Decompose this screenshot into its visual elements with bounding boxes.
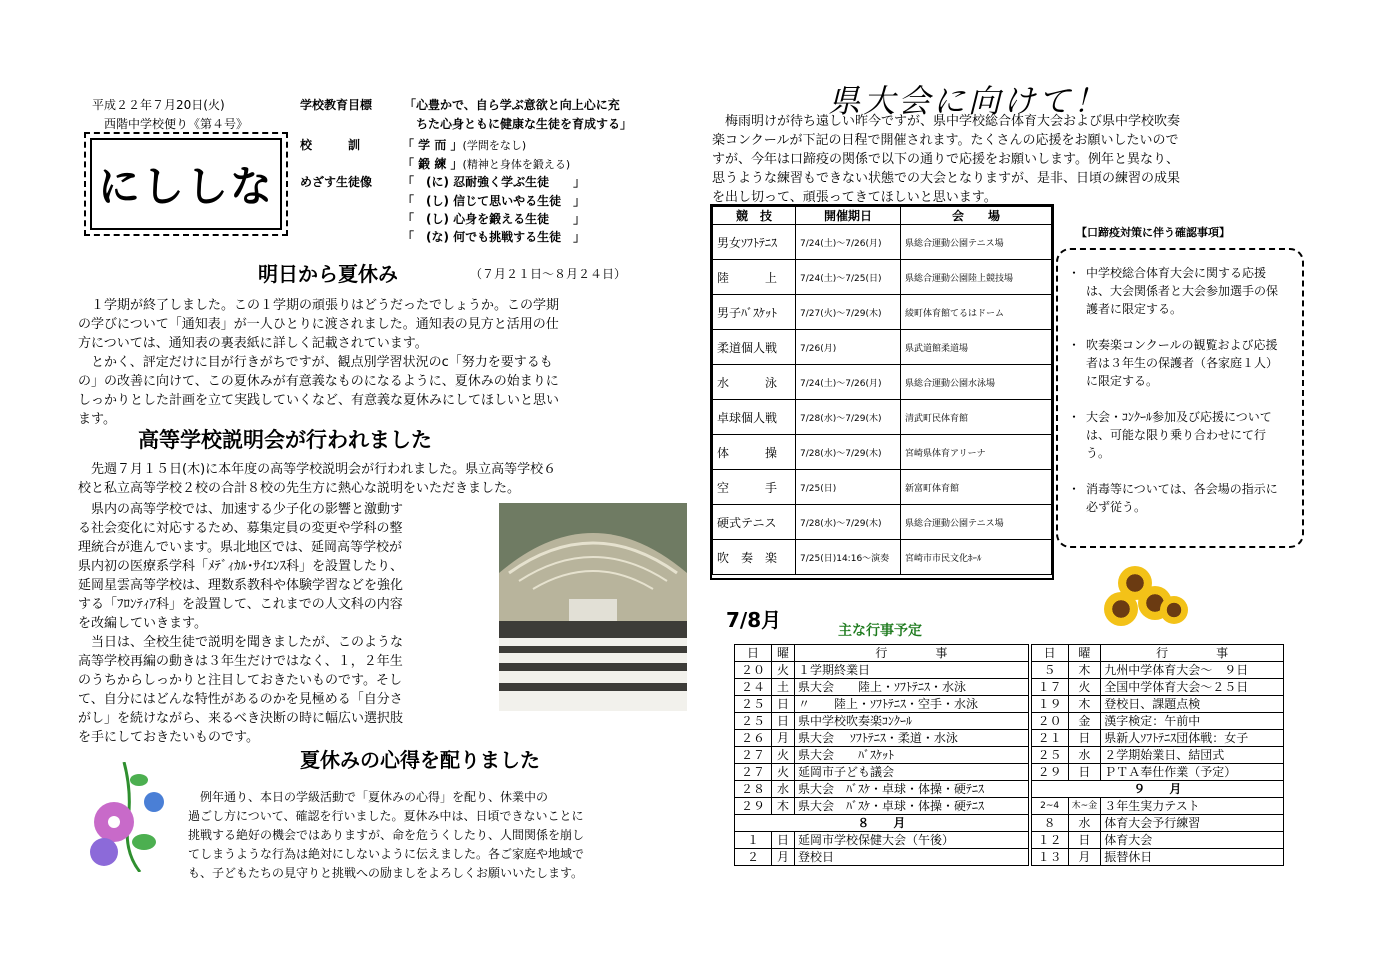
venue-cell: 清武町民体育館 (901, 400, 1052, 435)
dates-cell: 7/25(日) (796, 470, 901, 505)
newsletter-name: 西階中学校便り《第４号》 (104, 117, 249, 131)
motto-2: 「 鍛 練 」(精神と身体を鍛える) (402, 157, 571, 171)
event-cell: 県大会 陸上・ｿﾌﾄﾃﾆｽ・水泳 (795, 679, 1029, 696)
event-cell: 体 操 (713, 435, 796, 470)
venue-cell: 県総合運動公園水泳場 (901, 365, 1052, 400)
section1-title: 明日から夏休み (258, 262, 398, 286)
weekday-cell: 日 (1068, 832, 1101, 849)
event-cell: 九州中学体育大会～ ９日 (1101, 662, 1284, 679)
weekday-cell: 火 (1068, 679, 1101, 696)
weekday-cell: 木 (772, 798, 795, 815)
notice-item: ・ 消毒等については、各会場の指示に必ず従う。 (1068, 480, 1288, 516)
weekday-cell: 日 (772, 832, 795, 849)
day-cell: ２ (735, 849, 772, 866)
event-cell: ２学期始業日、結団式 (1101, 747, 1284, 764)
schedule-row (735, 781, 1284, 798)
event-cell: 陸 上 (713, 260, 796, 295)
weekday-cell: 火 (772, 662, 795, 679)
event-cell: 県大会 ﾊﾞｽｹ・卓球・体操・硬ﾃﾆｽ (795, 781, 1029, 798)
weekday-cell: 水 (772, 781, 795, 798)
event-cell: 男子ﾊﾞｽｹｯﾄ (713, 295, 796, 330)
sports-row (713, 295, 1052, 330)
venue-cell: 宮崎市市民文化ﾎｰﾙ (901, 540, 1052, 575)
dates-cell: 7/24(土)～7/26(月) (796, 225, 901, 260)
event-cell: 登校日 (795, 849, 1029, 866)
weekday-cell: 水 (1068, 815, 1101, 832)
issue-date: 平成２２年７月20日(火) (92, 98, 225, 112)
schedule-row (735, 798, 1284, 815)
schedule-row (735, 662, 1284, 679)
day-cell: ２７ (735, 764, 772, 781)
day-cell: １ (735, 832, 772, 849)
dates-cell: 7/28(水)～7/29(木) (796, 435, 901, 470)
month-label: ８ 月 (735, 815, 1029, 832)
goal-label: 学校教育目標 (300, 98, 373, 112)
sports-table-header (713, 207, 1052, 225)
day-cell: ５ (1031, 662, 1068, 679)
day-cell: ２４ (735, 679, 772, 696)
day-cell: ２５ (735, 696, 772, 713)
weekday-cell: 土 (772, 679, 795, 696)
venue-cell: 県武道館柔道場 (901, 330, 1052, 365)
section1-dates: （７月２１日～８月２４日） (470, 267, 627, 281)
header-event: 競 技 (713, 207, 796, 225)
schedule-row (735, 713, 1284, 730)
weekday-cell: 火 (772, 764, 795, 781)
venue-cell: 県総合運動公園テニス場 (901, 225, 1052, 260)
schedule-header-row (735, 645, 1284, 662)
section2-body: 県内の高等学校では、加速する少子化の影響と激動す る社会変化に対応するため、募集定員の変更や学科の整 理統合が進んでいます。県北地区では、延岡高等学校が 県内初の医療系学科「ﾒﾃﾞｨｶﾙ･ｻｲｴﾝｽ科」を設置したり、 延岡星雲高等学校は、理数系教科や体験学習などを強化 する「ﾌﾛﾝﾃｨｱ科」を設置して、これまでの人文科の内容 を改編していきます。 当日は、全校生徒で説明を聞きましたが、このような 高等学校再編の動きは３年生だけではなく、１，２年生 のうちからしっかりと注目しておきたいものです。そし て、自分にはどんな特性があるのかを見極める「自分さ がし」を続けながら、来るべき決断の時に幅広い選択肢 を手にしておきたいものです。 (78, 502, 404, 745)
notice-box (1056, 248, 1304, 548)
weekday-cell: 水 (1068, 747, 1101, 764)
schedule-row (735, 730, 1284, 747)
event-cell: ＰＴＡ奉仕作業（予定） (1101, 764, 1284, 781)
ideal-2: 「 (し) 信じて思いやる生徒 」 (402, 194, 586, 208)
day-cell: ２９ (1031, 764, 1068, 781)
day-cell: 2~4 (1031, 798, 1068, 815)
schedule-row (735, 849, 1284, 866)
sports-row (713, 330, 1052, 365)
dates-cell: 7/26(月) (796, 330, 901, 365)
day-cell: ８ (1031, 815, 1068, 832)
venue-cell: 宮崎県体育アリーナ (901, 435, 1052, 470)
venue-cell: 新富町体育館 (901, 470, 1052, 505)
title-box (84, 132, 288, 236)
weekday-cell: 木 (1068, 696, 1101, 713)
dates-cell: 7/25(日)14:16～演奏 (796, 540, 901, 575)
weekday-cell: 日 (1068, 730, 1101, 747)
day-cell: ２７ (735, 747, 772, 764)
schedule-heading: 主な行事予定 (838, 623, 922, 639)
day-cell: ２８ (735, 781, 772, 798)
sports-row (713, 365, 1052, 400)
event-cell: 体育大会 (1101, 832, 1284, 849)
event-cell: 延岡市学校保健大会（午後） (795, 832, 1029, 849)
schedule-row (735, 747, 1284, 764)
motto-1: 「 学 而 」(学問をなし) (402, 138, 527, 152)
weekday-cell: 木 (1068, 662, 1101, 679)
schedule-row (735, 832, 1284, 849)
event-cell: 漢字検定：午前中 (1101, 713, 1284, 730)
event-cell: 空 手 (713, 470, 796, 505)
venue-cell: 県総合運動公園テニス場 (901, 505, 1052, 540)
header-weekday: 曜 (772, 645, 795, 662)
morning-glory-illustration (84, 762, 174, 872)
event-cell: 県中学校吹奏楽ｺﾝｸｰﾙ (795, 713, 1029, 730)
goal-line-2: ちた心身ともに健康な生徒を育成する」 (416, 117, 633, 131)
event-cell: 硬式テニス (713, 505, 796, 540)
ideal-3: 「 (し) 心身を鍛える生徒 」 (402, 212, 586, 226)
sports-row (713, 435, 1052, 470)
weekday-cell: 月 (772, 730, 795, 747)
ideal-4: 「 (な) 何でも挑戦する生徒 」 (402, 230, 586, 244)
sports-row (713, 470, 1052, 505)
tournament-body: 梅雨明けが待ち遠しい昨今ですが、県中学校総合体育大会および県中学校吹奏 楽コンクールが下記の日程で開催されます。たくさんの応援をお願いしたいので すが、今年は口蹄疫の関係で以下の通りで応援をお願いします。例年と異なり、 思うような練習もできない状態での大会となりますが、是非、日頃の練習の成果 を出し切って、頑張ってきてほしいと思います。 (712, 114, 1181, 205)
sports-row (713, 505, 1052, 540)
day-cell: １９ (1031, 696, 1068, 713)
section1-body: １学期が終了しました。この１学期の頑張りはどうだったでしょうか。この学期 の学びについて「通知表」が一人ひとりに渡されました。通知表の見方と活用の仕 方については、通知表の裏表紙に詳しく記載されています。 とかく、評定だけに目が行きがちですが、観点別学習状況のc「努力を要するも の」の改善に向けて、この夏休みが有意義なものになるように、夏休みの始まりに しっかりとした計画を立て実践していくなど、有意義な夏休みにしてほしいと思い ます。 (78, 298, 560, 427)
sunflower-illustration (1104, 566, 1194, 626)
month-label: ９ 月 (1031, 781, 1283, 798)
event-cell: ３年生実力テスト (1101, 798, 1284, 815)
day-cell: ２０ (1031, 713, 1068, 730)
header-event: 行 事 (795, 645, 1029, 662)
header-dates: 開催期日 (796, 207, 901, 225)
header-weekday: 曜 (1068, 645, 1101, 662)
sports-row (713, 260, 1052, 295)
day-cell: ２０ (735, 662, 772, 679)
venue-cell: 綾町体育館てるはドーム (901, 295, 1052, 330)
event-cell: 県大会 ﾊﾞｽｹ・卓球・体操・硬ﾃﾆｽ (795, 798, 1029, 815)
event-cell: 県新人ｿﾌﾄﾃﾆｽ団体戦：女子 (1101, 730, 1284, 747)
header-day: 日 (1031, 645, 1068, 662)
day-cell: １２ (1031, 832, 1068, 849)
venue-cell: 県総合運動公園陸上競技場 (901, 260, 1052, 295)
day-cell: ２５ (1031, 747, 1068, 764)
schedule-row (735, 815, 1284, 832)
event-cell: 水 泳 (713, 365, 796, 400)
schedule-row (735, 764, 1284, 781)
ideal-1: 「 (に) 忍耐強く学ぶ生徒 」 (402, 175, 586, 189)
schedule-row (735, 679, 1284, 696)
event-cell: 振替休日 (1101, 849, 1284, 866)
notice-item: ・ 吹奏楽コンクールの観覧および応援者は３年生の保護者（各家庭１人）に限定する。 (1068, 336, 1288, 390)
event-cell: 登校日、課題点検 (1101, 696, 1284, 713)
schedule-month-heading: 7/8月 (726, 608, 782, 632)
event-cell: １学期終業日 (795, 662, 1029, 679)
schedule-table (734, 644, 1284, 866)
weekday-cell: 日 (772, 713, 795, 730)
dates-cell: 7/28(水)～7/29(木) (796, 505, 901, 540)
weekday-cell: 日 (1068, 764, 1101, 781)
header-day: 日 (735, 645, 772, 662)
notice-title: 【口蹄疫対策に伴う確認事項】 (1076, 226, 1230, 239)
day-cell: １７ (1031, 679, 1068, 696)
dates-cell: 7/27(火)～7/29(木) (796, 295, 901, 330)
day-cell: ２１ (1031, 730, 1068, 747)
ideal-label: めざす生徒像 (300, 175, 373, 189)
event-cell: 男女ｿﾌﾄﾃﾆｽ (713, 225, 796, 260)
event-cell: 延岡市子ども議会 (795, 764, 1029, 781)
section3-title: 夏休みの心得を配りました (300, 748, 540, 772)
schedule-row (735, 696, 1284, 713)
day-cell: １３ (1031, 849, 1068, 866)
day-cell: ２５ (735, 713, 772, 730)
assembly-photo (499, 503, 687, 711)
event-cell: 吹 奏 楽 (713, 540, 796, 575)
weekday-cell: 月 (772, 849, 795, 866)
notice-item: ・ 大会・ｺﾝｸｰﾙ参加及び応援については、可能な限り乗り合わせにて行う。 (1068, 408, 1288, 462)
weekday-cell: 日 (772, 696, 795, 713)
dates-cell: 7/24(土)～7/26(月) (796, 365, 901, 400)
weekday-cell: 金 (1068, 713, 1101, 730)
header-event: 行 事 (1101, 645, 1284, 662)
goal-line-1: 「心豊かで、自ら学ぶ意欲と向上心に充 (404, 98, 620, 112)
event-cell: 〃 陸上・ｿﾌﾄﾃﾆｽ・空手・水泳 (795, 696, 1029, 713)
dates-cell: 7/28(水)～7/29(木) (796, 400, 901, 435)
event-cell: 県大会 ｿﾌﾄﾃﾆｽ・柔道・水泳 (795, 730, 1029, 747)
weekday-cell: 月 (1068, 849, 1101, 866)
tournament-title: 県大会に向けて！ (828, 82, 1109, 120)
notice-item: ・ 中学校総合体育大会に関する応援は、大会関係者と大会参加選手の保護者に限定する。 (1068, 264, 1288, 318)
newsletter-title: にししな (90, 138, 282, 230)
weekday-cell: 火 (772, 747, 795, 764)
event-cell: 県大会 ﾊﾞｽｹｯﾄ (795, 747, 1029, 764)
section2-intro: 先週７月１５日(木)に本年度の高等学校説明会が行われました。県立高等学校６ 校と私立高等学校２校の合計８校の先生方に熱心な説明をいただきました。 (78, 462, 557, 496)
event-cell: 卓球個人戦 (713, 400, 796, 435)
header-venue: 会 場 (901, 207, 1052, 225)
day-cell: ２９ (735, 798, 772, 815)
day-cell: ２６ (735, 730, 772, 747)
section2-title: 高等学校説明会が行われました (138, 428, 432, 452)
motto-label: 校 訓 (300, 138, 361, 152)
event-cell: 体育大会予行練習 (1101, 815, 1284, 832)
dates-cell: 7/24(土)～7/25(日) (796, 260, 901, 295)
event-cell: 全国中学体育大会～２５日 (1101, 679, 1284, 696)
sports-row (713, 400, 1052, 435)
event-cell: 柔道個人戦 (713, 330, 796, 365)
sports-table (712, 206, 1052, 575)
section3-body: 例年通り、本日の学級活動で「夏休みの心得」を配り、休業中の 過ごし方について、確認を行いました。夏休み中は、日頃できないことに 挑戦する絶好の機会ではありますが、命を危うくしたり、人間関係を崩し てしまうような行為は絶対にしないように伝えました。各ご家庭や地域で も、子どもたちの見守りと挑戦への励ましをよろしくお願いいたします。 (188, 790, 585, 880)
sports-row (713, 225, 1052, 260)
weekday-cell: 木~金 (1068, 798, 1101, 815)
sports-row (713, 540, 1052, 575)
